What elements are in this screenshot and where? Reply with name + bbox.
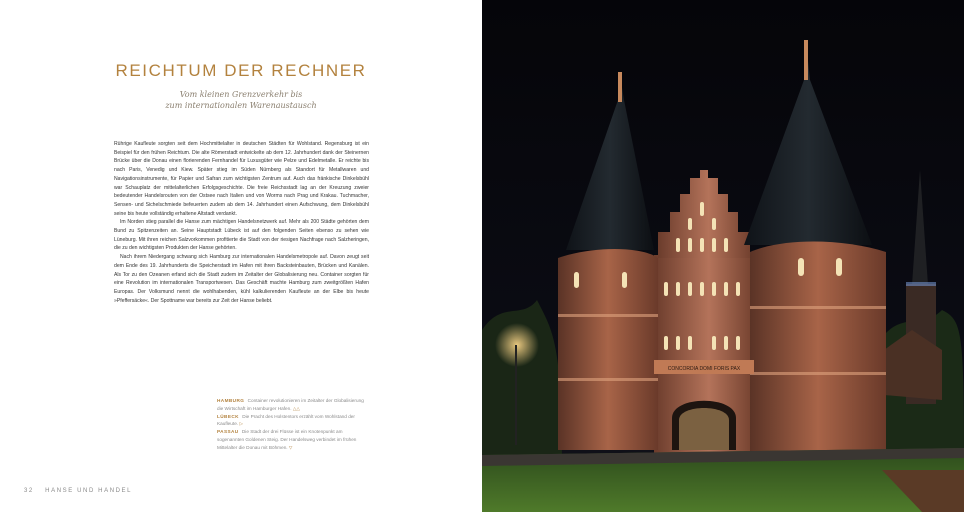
caption-luebeck <box>217 413 367 429</box>
caption-text: Container revolutionieren im Zeitalter der Globalisierung die Wirtschaft im Hamburger Hafen. <box>217 398 364 411</box>
caption-text: Die Stadt der drei Flüsse ist ein Knotenpunkt am sogenannten Goldenen Steig. Der Handelsweg verbindet im frühen Mittelalter die Donau mit Böhmen. <box>217 429 357 450</box>
paragraph: Rührige Kaufleute sorgten seit dem Hochmittelalter in deutschen Städten für Wohlstand. Regensburg ist ein Beispiel für den frühen Reichtum. Die alte Römerstadt entwickelte ab dem 12. Jahrhundert dank der Steinernen Brücke über die Donau einen florierenden Fernhandel für Luxusgüter wie Pelze und Edelmetalle. Er reichte bis nach Paris, Venedig und Kiew. Später stieg im Süden Nürnberg als Standort für Metallwaren und Navigationsinstrumente, für Papier und Safran zum wichtigsten Zentrum auf. Auch das fränkische Dinkelsbühl war Schauplatz der mittelalterlichen Erfolgsgeschichte. Die freie Reichsstadt lag an der Kreuzung zweier bedeutender Handelsrouten von der Ostsee nach Italien und von Worms nach Prag und Krakau. Tuchmacher, Sensen- und Sichelschmiede befeuerten zudem ab dem 14. Jahrhundert einen Aufschwung, dem Dinkelsbühl seine bis heute vollständig erhaltene Altstadt verdankt. <box>114 141 369 217</box>
paragraph: Im Norden stieg parallel die Hanse zum mächtigen Handelsnetzwerk auf. Mehr als 200 Städte gehörten dem Bund zu Spitzenzeiten an. Seine Hauptstadt Lübeck ist auf den folgenden Seiten ebenso zu sehen wie Lüneburg. Mit ihren reichen Salzvorkommen profitierte die Stadt von der riesigen Nachfrage nach Salzheringen, die zu den wichtigsten Produkten der Hanse gehörten. <box>114 219 369 252</box>
page-title: REICHTUM DER RECHNER <box>115 61 367 81</box>
subtitle-line: Vom kleinen Grenzverkehr bis <box>179 90 303 99</box>
gate-arch-light <box>679 408 729 450</box>
page-footer <box>24 488 132 494</box>
caption-text: Die Pracht des Holstentors erzählt vom Wohlstand der Kaufleute. <box>217 413 355 427</box>
holstentor-photo <box>482 0 964 512</box>
church-tower-light <box>906 282 936 286</box>
page-subtitle <box>0 89 482 111</box>
right-tower-band <box>750 306 886 309</box>
photo-captions <box>217 397 367 452</box>
triangle-marker-icon: ▷ <box>239 421 244 427</box>
section-name: HANSE UND HANDEL <box>45 488 133 494</box>
paragraph: Nach ihrem Niedergang schwang sich Hamburg zur internationalen Handelsmetropole auf. Davon zeugt seit dem Ende des 19. Jahrhunderts die Speicherstadt im Hafen mit ihren Backsteinbauten, Brücken und Kanälen. Als Tor zu den Ozeanen erfand sich die Stadt zudem im Zeitalter der Globalisierung neu. Container sorgten für eine Revolution im internationalen Transportwesen. Das Geschäft machte Hamburg zum zweitgrößten Hafen Europas. Der Volksmund nennt die wohlhabenden, kühl kalkulierenden Kaufleute an der Elbe bis heute »Pfeffersäcke«. Der Spottname war bereits zur Zeit der Hanse beliebt. <box>114 254 369 304</box>
gate-inscription: CONCORDIA DOMI FORIS PAX <box>667 366 741 372</box>
caption-passau <box>217 428 367 451</box>
caption-place: LÜBECK <box>217 413 239 419</box>
right-spire-tip <box>804 40 808 80</box>
subtitle-line: zum internationalen Warenaustausch <box>165 101 317 110</box>
right-tower-band <box>750 372 886 375</box>
left-tower <box>558 249 658 450</box>
left-tower-band <box>558 314 658 317</box>
caption-place: PASSAU <box>217 429 239 435</box>
lamp-post <box>515 345 517 445</box>
caption-place: HAMBURG <box>217 398 245 403</box>
right-tower <box>750 242 886 453</box>
body-text <box>114 140 369 305</box>
triangle-marker-icon: ▽ <box>288 444 293 450</box>
left-spire-tip <box>618 72 622 102</box>
page-number: 32 <box>24 488 34 494</box>
left-tower-band <box>558 378 658 381</box>
caption-hamburg <box>217 397 367 413</box>
triangle-marker-icon: △△ <box>292 405 301 411</box>
holstentor-night-illustration <box>482 0 964 512</box>
